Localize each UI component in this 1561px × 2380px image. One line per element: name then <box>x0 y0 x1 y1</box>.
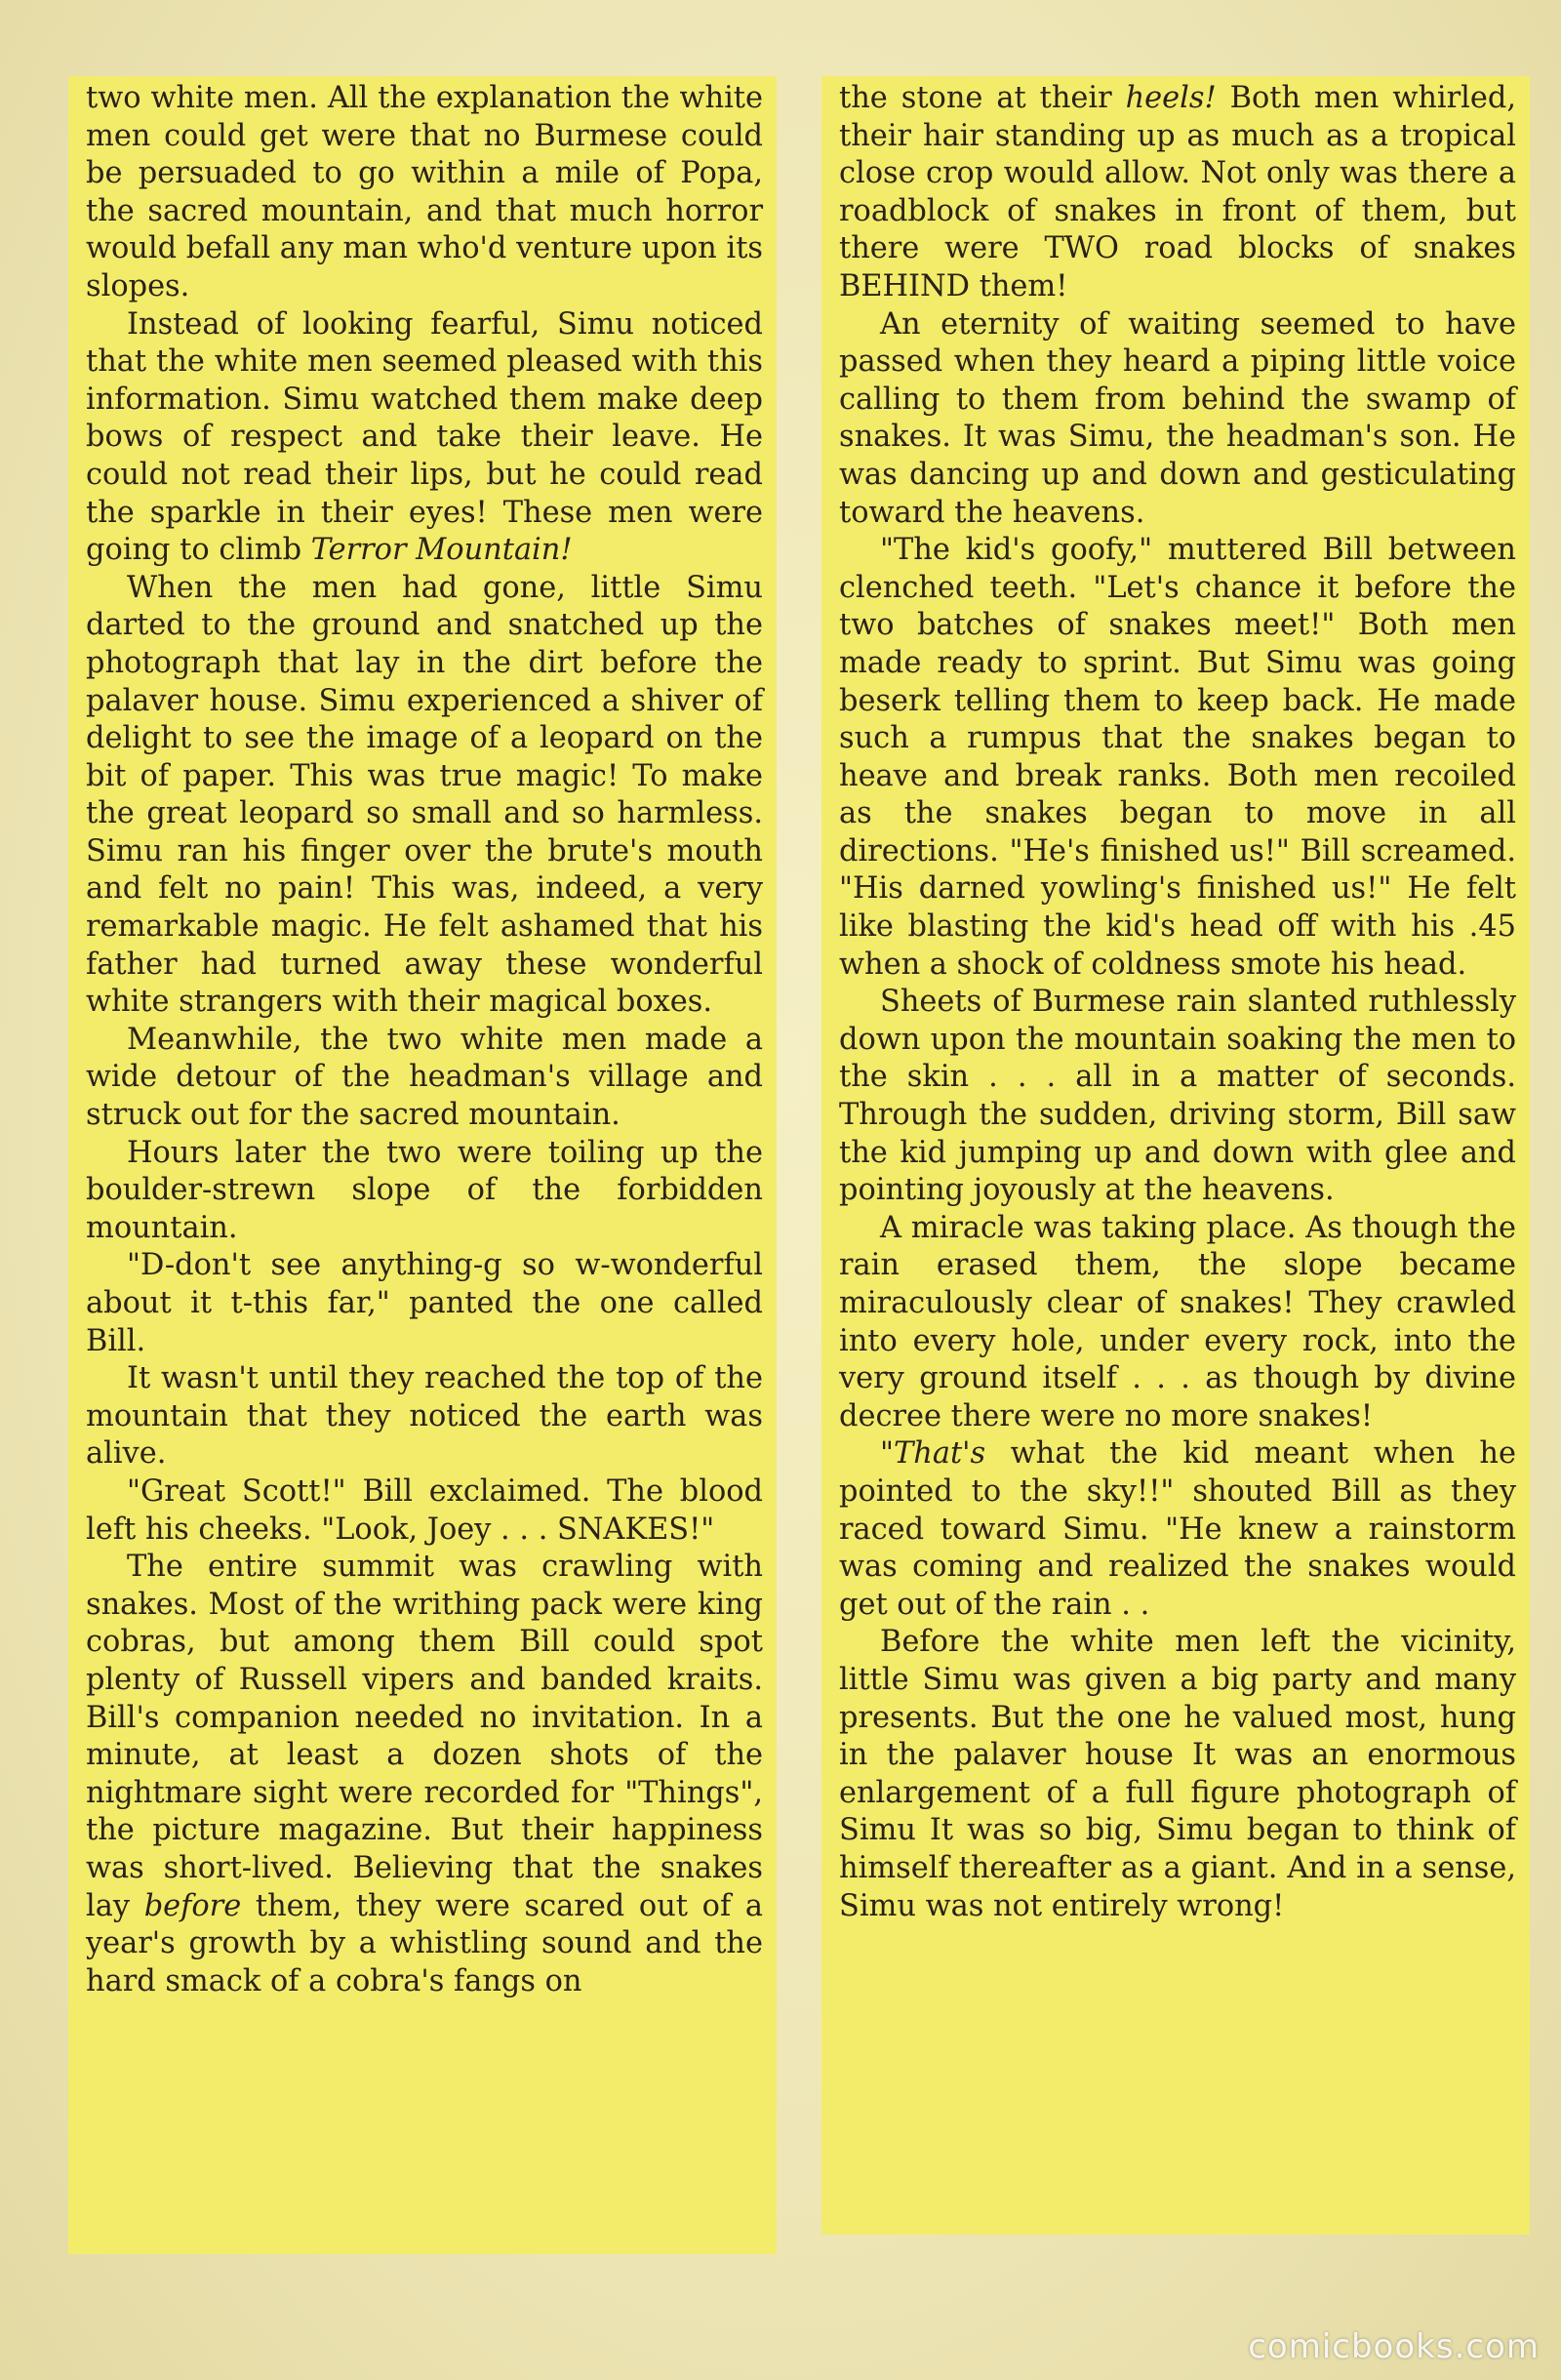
left-text-column <box>68 76 777 2254</box>
paragraph: two white men. All the explanation the white men could get were that no Burmese could be persuaded to go within a mile of Popa, the sacred mountain, and that much horror would befall any man who'd venture upon its slopes. <box>86 81 763 303</box>
right-text-column <box>821 76 1530 2235</box>
paragraph: the stone at their heels! Both men whirled, their hair standing up as much as a tropical close crop would allow. Not only was there a roadblock of snakes in front of them, but there were TWO road blocks of snakes BEHIND them! <box>839 81 1516 303</box>
paragraph: An eternity of waiting seemed to have passed when they heard a piping little voice calling to them from behind the swamp of snakes. It was Simu, the headman's son. He was dancing up and down and gesticulating toward the heavens. <box>839 306 1516 530</box>
paragraph: Sheets of Burmese rain slanted ruthlessly down upon the mountain soaking the men to the skin . . . all in a matter of seconds. Through the sudden, driving storm, Bill saw the kid jumping up and down with glee and pointing joyously at the heavens. <box>839 985 1516 1208</box>
paragraph: "The kid's goofy," muttered Bill between clenched teeth. "Let's chance it before the two batches of snakes meet!" Both men made ready to sprint. But Simu was going beserk telling them to keep back. He made such a rumpus that the snakes began to heave and break ranks. Both men recoiled as the snakes began to move in all directions. "He's finished us!" Bill screamed. "His darned yowling's finished us!" He felt like blasting the kid's head off with his .45 when a shock of coldness smote his head. <box>839 533 1516 982</box>
paragraph: "Great Scott!" Bill exclaimed. The blood left his cheeks. "Look, Joey . . . SNAKES!" <box>86 1473 763 1547</box>
paragraph: Meanwhile, the two white men made a wide detour of the headman's village and struck out for the sacred mountain. <box>86 1022 763 1133</box>
paragraph: Hours later the two were toiling up the boulder-strewn slope of the forbidden mountain. <box>86 1135 763 1245</box>
paragraph: A miracle was taking place. As though the rain erased them, the slope became miraculously clear of snakes! They crawled into every hole, under every rock, into the very ground itself . . . as though by divine decree there were no more snakes! <box>839 1210 1516 1433</box>
paragraph: The entire summit was crawling with snakes. Most of the writhing pack were king cobras, but among them Bill could spot plenty of Russell vipers and banded kraits. Bill's companion needed no invitation. In a minute, at least a dozen shots of the nightmare sight were recorded for "Things", the picture magazine. But their happiness was short-lived. Believing that the snakes lay before them, they were scared out of a year's growth by a whistling sound and the hard smack of a cobra's fangs on <box>86 1550 763 1998</box>
source-watermark: comicbooks.com <box>1248 2327 1540 2366</box>
paragraph: Before the white men left the vicinity, little Simu was given a big party and many presents. But the one he valued most, hung in the palaver house It was an enormous enlargement of a full figure photograph of Simu It was so big, Simu began to think of himself thereafter as a giant. And in a sense, Simu was not entirely wrong! <box>839 1625 1516 1923</box>
paragraph: "D-don't see anything-g so w-wonderful about it t-this far," panted the one called Bill. <box>86 1248 763 1358</box>
paragraph: When the men had gone, little Simu darted to the ground and snatched up the photograph that lay in the dirt before the palaver house. Simu experienced a shiver of delight to see the image of a leopard on the bit of paper. This was true magic! To make the great leopard so small and so harmless. Simu ran his finger over the brute's mouth and felt no pain! This was, indeed, a very remarkable magic. He felt ashamed that his father had turned away these wonderful white strangers with their magical boxes. <box>86 570 763 1020</box>
paragraph: Instead of looking fearful, Simu noticed that the white men seemed pleased with this information. Simu watched them make deep bows of respect and take their leave. He could not read their lips, but he could read the sparkle in their eyes! These men were going to climb Terror Mountain! <box>86 306 763 568</box>
paragraph: It wasn't until they reached the top of the mountain that they noticed the earth was alive. <box>86 1361 763 1472</box>
paragraph: "That's what the kid meant when he pointed to the sky!!" shouted Bill as they raced toward Simu. "He knew a rainstorm was coming and realized the snakes would get out of the rain . . <box>839 1436 1516 1622</box>
